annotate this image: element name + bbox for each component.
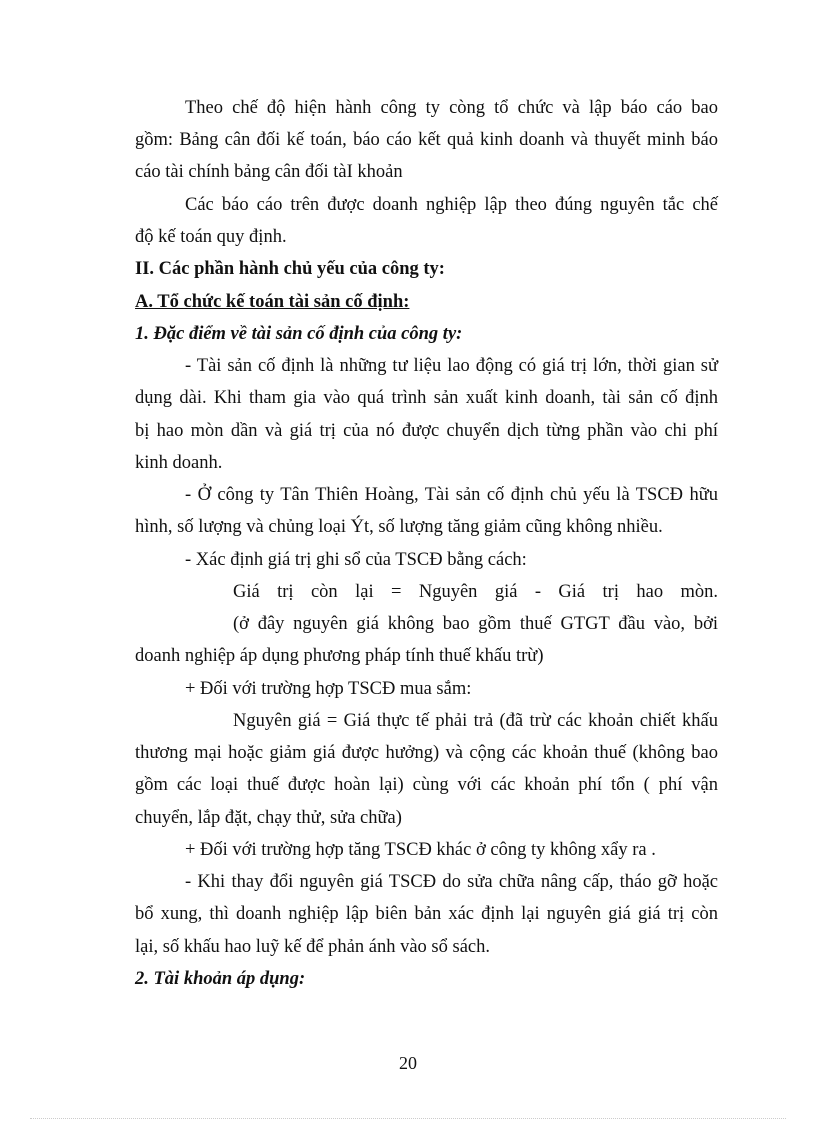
- subsection-heading: A. Tổ chức kế toán tài sản cố định:: [135, 292, 410, 312]
- section-heading: II. Các phần hành chủ yếu của công ty:: [135, 259, 445, 279]
- paragraph-line: kinh doanh.: [135, 453, 223, 473]
- formula-line: Giá trị còn lại = Nguyên giá - Giá trị hao mòn.: [233, 582, 718, 602]
- page-number: 20: [399, 1053, 417, 1073]
- paragraph-line: doanh nghiệp áp dụng phương pháp tính thuế khấu trừ): [135, 646, 544, 666]
- paragraph-line: gồm: Bảng cân đối kế toán, báo cáo kết quả kinh doanh và thuyết minh báo: [135, 130, 718, 150]
- paragraph-line: Theo chế độ hiện hành công ty còng tổ chức và lập báo cáo bao: [185, 98, 718, 118]
- paragraph-line: gồm các loại thuế được hoàn lại) cùng với các khoản phí tổn ( phí vận: [135, 775, 718, 795]
- paragraph-line: chuyển, lắp đặt, chạy thử, sửa chữa): [135, 808, 402, 828]
- paragraph-line: cáo tài chính bảng cân đối tàI khoản: [135, 162, 403, 182]
- paragraph-line: hình, số lượng và chủng loại Ýt, số lượng tăng giảm cũng không nhiều.: [135, 517, 663, 537]
- paragraph-line: - Ở công ty Tân Thiên Hoàng, Tài sản cố định chủ yếu là TSCĐ hữu: [185, 485, 718, 505]
- item-heading: 2. Tài khoản áp dụng:: [135, 969, 306, 989]
- paragraph-line: Nguyên giá = Giá thực tế phải trả (đã trừ các khoản chiết khấu: [233, 711, 718, 731]
- paragraph-line: - Tài sản cố định là những tư liệu lao động có giá trị lớn, thời gian sử: [185, 356, 718, 376]
- paragraph-line: bị hao mòn dần và giá trị của nó được chuyển dịch từng phần vào chi phí: [135, 421, 718, 441]
- paragraph-line: thương mại hoặc giảm giá được hưởng) và cộng các khoản thuế (không bao: [135, 743, 718, 763]
- paragraph-line: dụng dài. Khi tham gia vào quá trình sản xuất kinh doanh, tài sản cố định: [135, 388, 718, 408]
- paragraph-line: (ở đây nguyên giá không bao gồm thuế GTGT đầu vào, bởi: [233, 614, 718, 634]
- paragraph-line: Các báo cáo trên được doanh nghiệp lập theo đúng nguyên tắc chế: [185, 195, 718, 215]
- page-bottom-border: [30, 1118, 786, 1119]
- item-heading: 1. Đặc điểm về tài sản cố định của công ty:: [135, 324, 463, 344]
- paragraph-line: độ kế toán quy định.: [135, 227, 287, 247]
- paragraph-line: lại, số khấu hao luỹ kế để phản ánh vào sổ sách.: [135, 937, 491, 957]
- paragraph-line: + Đối với trường hợp tăng TSCĐ khác ở công ty không xẩy ra .: [185, 840, 656, 860]
- paragraph-line: bổ xung, thì doanh nghiệp lập biên bản xác định lại nguyên giá giá trị còn: [135, 904, 718, 924]
- paragraph-line: + Đối với trường hợp TSCĐ mua sắm:: [185, 679, 472, 699]
- paragraph-line: - Khi thay đổi nguyên giá TSCĐ do sửa chữa nâng cấp, tháo gỡ hoặc: [185, 872, 718, 892]
- paragraph-line: - Xác định giá trị ghi sổ của TSCĐ bằng cách:: [185, 550, 527, 570]
